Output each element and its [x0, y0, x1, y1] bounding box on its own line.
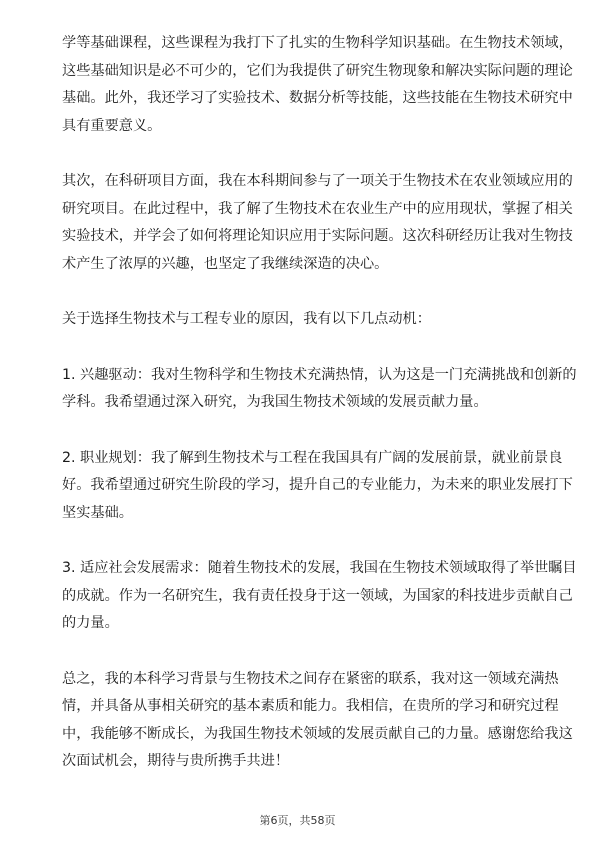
text-line: 研究项目。在此过程中，我了解了生物技术在农业生产中的应用现状，掌握了相关 [62, 200, 573, 217]
paragraph [62, 555, 577, 638]
text-line: 其次，在科研项目方面，我在本科期间参与了一项关于生物技术在农业领域应用的 [62, 173, 573, 189]
text-line: 2. 职业规划：我了解到生物技术与工程在我国具有广阔的发展前景，就业前景良 [62, 449, 563, 466]
text-line: 情，并具备从事相关研究的基本素质和能力。我相信，在贵所的学习和研究过程 [62, 698, 559, 714]
text-line: 总之，我的本科学习背景与生物技术之间存在紧密的联系，我对这一领域充满热 [62, 670, 559, 687]
text-line: 3. 适应社会发展需求：随着生物技术的发展，我国在生物技术领域取得了举世瞩目 [62, 560, 577, 576]
text-line: 的力量。 [62, 615, 119, 631]
paragraph [62, 168, 573, 278]
text-line: 学科。我希望通过深入研究，为我国生物技术领域的发展贡献力量。 [62, 394, 488, 410]
text-line: 的成就。作为一名研究生，我有责任投身于这一领域，为国家的科技进步贡献自己 [62, 587, 573, 604]
text-line: 好。我希望通过研究生阶段的学习，提升自己的专业能力，为未来的职业发展打下 [62, 477, 573, 493]
text-line: 次面试机会，期待与贵所携手共进！ [62, 753, 290, 769]
text-line: 基础。此外，我还学习了实验技术、数据分析等技能，这些技能在生物技术研究中 [62, 90, 573, 106]
document-body [62, 30, 577, 804]
paragraph [62, 30, 573, 140]
text-line: 学等基础课程，这些课程为我打下了扎实的生物科学知识基础。在生物技术领域， [62, 35, 573, 51]
paragraph [62, 362, 577, 417]
text-line: 坚实基础。 [62, 504, 133, 521]
text-line: 实验技术，并学会了如何将理论知识应用于实际问题。这次科研经历让我对生物技 [62, 228, 573, 244]
page-number: 第6页，共58页 [259, 814, 336, 827]
text-line: 这些基础知识是必不可少的，它们为我提供了研究生物现象和解决实际问题的理论 [62, 62, 573, 79]
paragraph [62, 306, 560, 334]
text-line: 1. 兴趣驱动：我对生物科学和生物技术充满热情，认为这是一门充满挑战和创新的 [62, 366, 577, 383]
text-line: 具有重要意义。 [62, 117, 162, 134]
text-line: 中，我能够不断成长，为我国生物技术领域的发展贡献自己的力量。感谢您给我这 [62, 725, 573, 742]
paragraph [62, 666, 573, 776]
paragraph [62, 445, 573, 528]
text-line: 术产生了浓厚的兴趣，也坚定了我继续深造的决心。 [62, 255, 389, 272]
text-line: 关于选择生物技术与工程专业的原因，我有以下几点动机： [62, 311, 431, 327]
